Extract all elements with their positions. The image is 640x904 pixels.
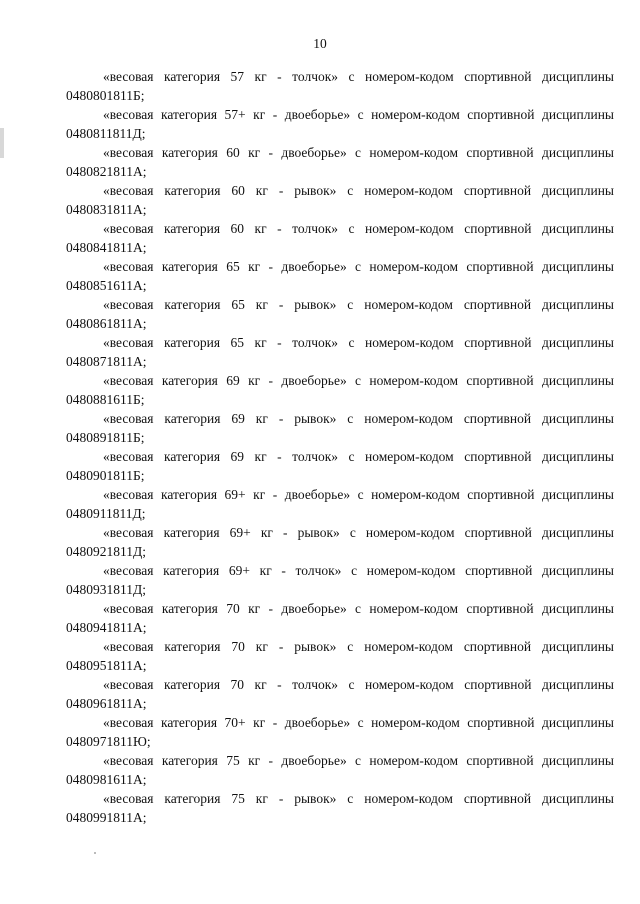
- paragraph: «весовая категория 69 кг - двоеборье» с номером-кодом спортивной дисциплины 0480881611Б;: [66, 373, 614, 407]
- paragraph: «весовая категория 75 кг - рывок» с номером-кодом спортивной дисциплины 0480991811А;: [66, 791, 614, 825]
- paragraph: «весовая категория 69+ кг - рывок» с номером-кодом спортивной дисциплины 0480921811Д;: [66, 525, 614, 559]
- scan-edge-mark: [0, 128, 4, 158]
- paragraph: «весовая категория 69+ кг - двоеборье» с номером-кодом спортивной дисциплины 0480911811Д;: [66, 487, 614, 521]
- document-body: [66, 67, 614, 827]
- scan-speck: [94, 852, 96, 854]
- paragraph: «весовая категория 65 кг - двоеборье» с номером-кодом спортивной дисциплины 0480851611А;: [66, 259, 614, 293]
- paragraph: «весовая категория 70 кг - рывок» с номером-кодом спортивной дисциплины 0480951811А;: [66, 639, 614, 673]
- paragraph: «весовая категория 65 кг - рывок» с номером-кодом спортивной дисциплины 0480861811А;: [66, 297, 614, 331]
- paragraph: «весовая категория 69+ кг - толчок» с номером-кодом спортивной дисциплины 0480931811Д;: [66, 563, 614, 597]
- paragraph: «весовая категория 65 кг - толчок» с номером-кодом спортивной дисциплины 0480871811А;: [66, 335, 614, 369]
- paragraph: «весовая категория 60 кг - толчок» с номером-кодом спортивной дисциплины 0480841811А;: [66, 221, 614, 255]
- page-number: 10: [313, 36, 327, 51]
- paragraph: «весовая категория 57 кг - толчок» с номером-кодом спортивной дисциплины 0480801811Б;: [66, 69, 614, 103]
- paragraph: «весовая категория 70 кг - двоеборье» с номером-кодом спортивной дисциплины 0480941811А;: [66, 601, 614, 635]
- paragraph: «весовая категория 70 кг - толчок» с номером-кодом спортивной дисциплины 0480961811А;: [66, 677, 614, 711]
- paragraph: «весовая категория 57+ кг - двоеборье» с номером-кодом спортивной дисциплины 0480811811Д;: [66, 107, 614, 141]
- paragraph: «весовая категория 60 кг - рывок» с номером-кодом спортивной дисциплины 0480831811А;: [66, 183, 614, 217]
- paragraph: «весовая категория 69 кг - толчок» с номером-кодом спортивной дисциплины 0480901811Б;: [66, 449, 614, 483]
- paragraph: «весовая категория 75 кг - двоеборье» с номером-кодом спортивной дисциплины 0480981611А;: [66, 753, 614, 787]
- paragraph: «весовая категория 69 кг - рывок» с номером-кодом спортивной дисциплины 0480891811Б;: [66, 411, 614, 445]
- paragraph: «весовая категория 60 кг - двоеборье» с номером-кодом спортивной дисциплины 0480821811А;: [66, 145, 614, 179]
- paragraph: «весовая категория 70+ кг - двоеборье» с номером-кодом спортивной дисциплины 0480971811Ю;: [66, 715, 614, 749]
